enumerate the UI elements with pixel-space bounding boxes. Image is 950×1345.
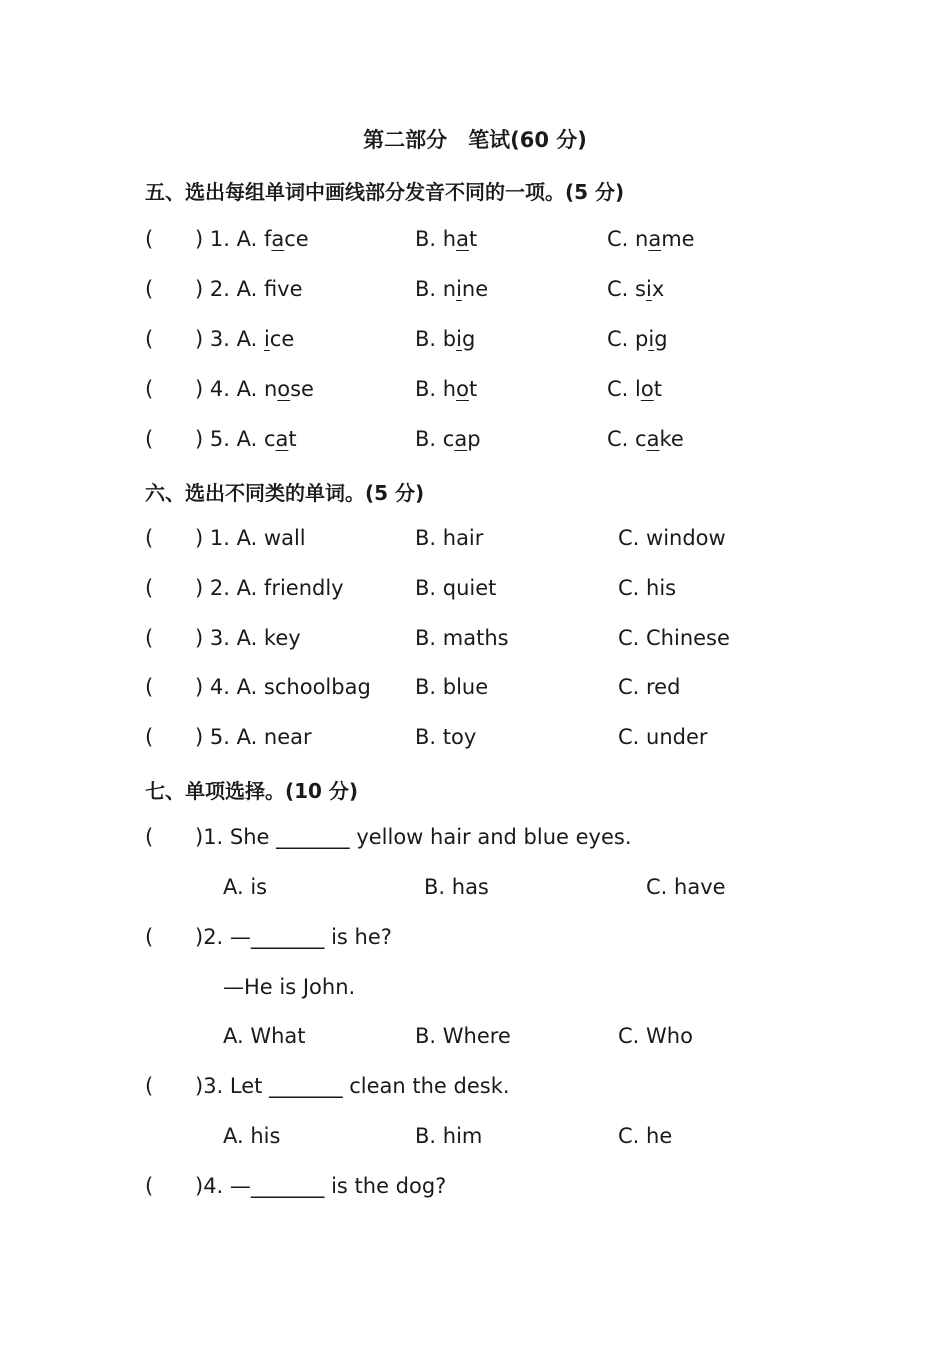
option-b: B. maths <box>415 626 509 650</box>
answer-paren: ( <box>145 1074 154 1098</box>
answer-paren: ( <box>145 327 154 351</box>
answer-paren: ( <box>145 1174 154 1198</box>
answer-paren: ( <box>145 825 154 849</box>
answer-paren: ( <box>145 277 154 301</box>
question-stem: )2. —_______ is he? <box>195 925 392 949</box>
question-item: ) 1. A. face <box>195 227 309 251</box>
question-item: ) 5. A. cat <box>195 427 297 451</box>
option-c: C. cake <box>607 427 684 451</box>
option-b: B. big <box>415 327 476 351</box>
question-item: ) 3. A. key <box>195 626 301 650</box>
option-c: C. Who <box>618 1024 693 1048</box>
question-stem: )4. —_______ is the dog? <box>195 1174 447 1198</box>
answer-paren: ( <box>145 377 154 401</box>
option-c: C. have <box>646 875 726 899</box>
answer-paren: ( <box>145 427 154 451</box>
option-c: C. window <box>618 526 726 550</box>
option-b: B. hat <box>415 227 478 251</box>
option-b: B. quiet <box>415 576 497 600</box>
question-item: ) 5. A. near <box>195 725 312 749</box>
answer-paren: ( <box>145 925 154 949</box>
answer-paren: ( <box>145 526 154 550</box>
option-b: B. Where <box>415 1024 511 1048</box>
question-item: ) 3. A. ice <box>195 327 295 351</box>
option-a: A. is <box>223 875 268 899</box>
option-c: C. lot <box>607 377 662 401</box>
question-item: ) 4. A. nose <box>195 377 314 401</box>
question-item: ) 1. A. wall <box>195 526 306 550</box>
option-b: B. him <box>415 1124 483 1148</box>
page-title: 第二部分 笔试(60 分) <box>363 128 587 152</box>
option-a: A. his <box>223 1124 281 1148</box>
answer-paren: ( <box>145 675 154 699</box>
option-c: C. under <box>618 725 708 749</box>
option-b: B. nine <box>415 277 489 301</box>
option-b: B. blue <box>415 675 489 699</box>
section-6-heading: 六、选出不同类的单词。(5 分) <box>145 481 425 505</box>
option-c: C. name <box>607 227 695 251</box>
question-item: ) 2. A. fve <box>195 277 303 301</box>
question-item: ) 2. A. friendly <box>195 576 344 600</box>
option-a: A. What <box>223 1024 306 1048</box>
option-b: B. toy <box>415 725 477 749</box>
option-c: C. pig <box>607 327 668 351</box>
section-5-heading: 五、选出每组单词中画线部分发音不同的一项。(5 分) <box>145 180 625 204</box>
answer-paren: ( <box>145 626 154 650</box>
answer-paren: ( <box>145 227 154 251</box>
dialogue-reply: —He is John. <box>223 975 356 999</box>
option-c: C. red <box>618 675 681 699</box>
option-b: B. has <box>424 875 489 899</box>
answer-paren: ( <box>145 725 154 749</box>
question-item: ) 4. A. schoolbag <box>195 675 371 699</box>
option-b: B. hot <box>415 377 478 401</box>
answer-paren: ( <box>145 576 154 600</box>
question-stem: )3. Let _______ clean the desk. <box>195 1074 510 1098</box>
section-7-heading: 七、单项选择。(10 分) <box>145 779 359 803</box>
option-c: C. six <box>607 277 665 301</box>
option-c: C. Chinese <box>618 626 730 650</box>
option-c: C. his <box>618 576 677 600</box>
option-c: C. he <box>618 1124 673 1148</box>
option-b: B. cap <box>415 427 481 451</box>
option-b: B. hair <box>415 526 484 550</box>
question-stem: )1. She _______ yellow hair and blue eyes. <box>195 825 632 849</box>
